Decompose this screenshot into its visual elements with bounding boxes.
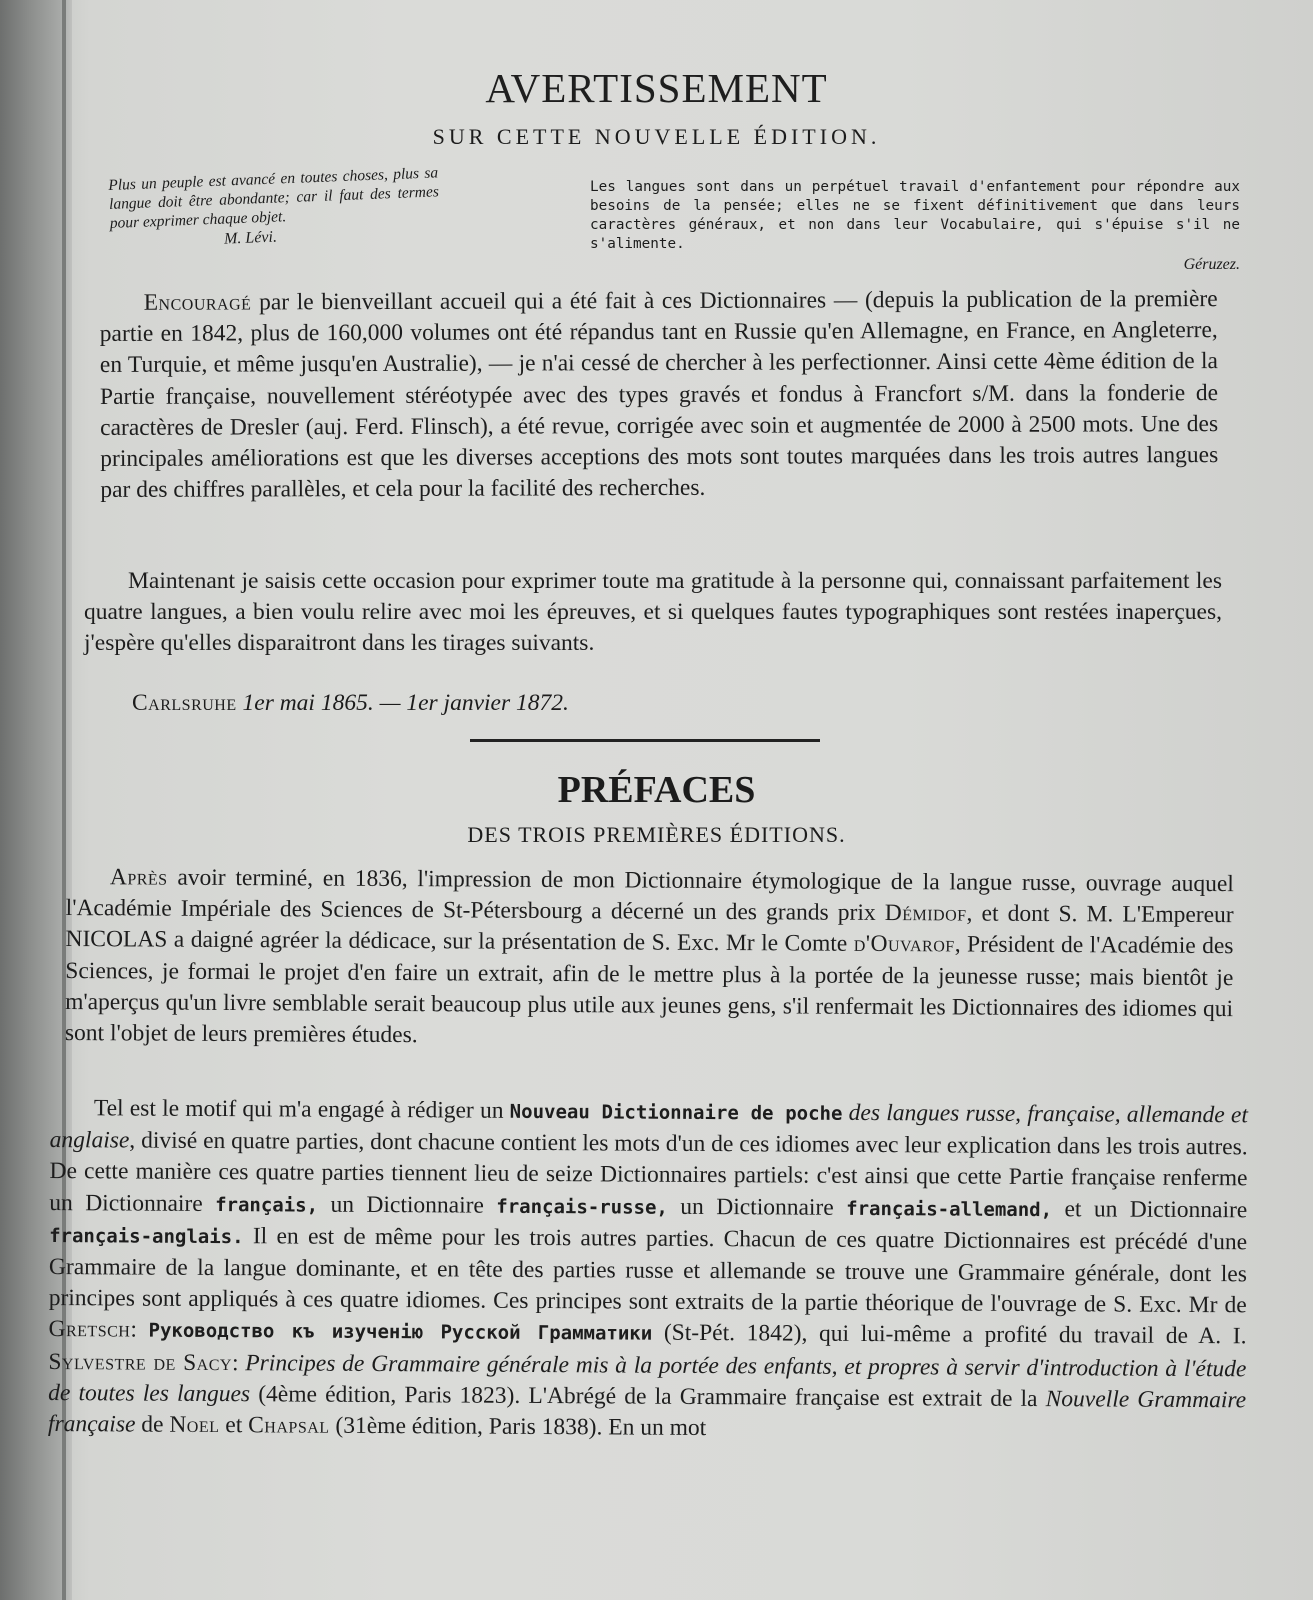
text-run-italic: Principes de Grammaire générale mis à la portée des enfants, et propres à servir d'introduction à l'étude de toutes les langues — [48, 1349, 1247, 1408]
avertissement-subtitle: SUR CETTE NOUVELLE ÉDITION. — [432, 124, 881, 149]
term-bold: français-allemand, — [846, 1197, 1053, 1221]
text-run-italic: Nouvelle Grammaire française — [47, 1385, 1247, 1438]
text-run: avoir terminé, en 1836, l'impression de mon Dictionnaire étymologique de la langue russe, ouvrage auquel l'Académie Impériale des Sciences de St-Pétersbourg a décerné un des grands prix — [65, 864, 1234, 927]
name-ouvarof: d'Ouvarof — [853, 931, 955, 958]
name-noel: Noel — [169, 1411, 220, 1439]
text-run: et un Dictionnaire — [1051, 1195, 1248, 1223]
name-gretsch: Gretsch — [48, 1316, 131, 1343]
avertissement-title: AVERTISSEMENT — [485, 65, 828, 111]
dateline — [132, 690, 569, 717]
text-run: un Dictionnaire — [318, 1191, 497, 1219]
text-run: : — [130, 1316, 149, 1344]
epigraph-right-author: Géruzez. — [1183, 256, 1240, 273]
epigraph-left-text: Plus un peuple est avancé en toutes choses, plus sa langue doit être abondante; car il faut des termes pour exprimer chaque objet. — [108, 164, 440, 232]
text-run: , et dont S. M. L'Empereur NICOLAS a daigné agréer la dédicace, sur la présentation de S. Exc. Mr le Comte — [65, 900, 1234, 958]
text-run-italic: des langues russe, française, allemande et anglaise — [49, 1099, 1248, 1154]
text-run: un Dictionnaire — [667, 1193, 847, 1221]
term-bold: français-russe, — [496, 1195, 668, 1219]
name-sacy: Sylvestre de Sacy — [48, 1348, 233, 1376]
text-run: (4ème édition, Paris 1823). L'Abrégé de la Grammaire française est extrait de la — [250, 1381, 1046, 1412]
name-chapsal: Chapsal — [248, 1412, 330, 1439]
text-run: de — [135, 1411, 170, 1438]
prefaces-subtitle: DES TROIS PREMIÈRES ÉDITIONS. — [467, 822, 846, 847]
epigraph-right — [590, 178, 1240, 274]
avertissement-paragraph-2 — [84, 566, 1222, 660]
text-run: (St-Pét. 1842), qui lui-même a profité du travail de A. I. — [652, 1320, 1247, 1350]
lead-word: Encouragé — [143, 289, 252, 316]
term-bold: français-anglais. — [49, 1224, 244, 1248]
avertissement-paragraph-1 — [100, 284, 1219, 506]
name-demidof: Démidof — [884, 900, 967, 927]
paragraph-text: par le bienveillant accueil qui a été fait à ces Dictionnaires — (depuis la publication de la première partie en 1842, plus de 160,000 volumes ont été répandus tant en Russie qu'en Allemagne, en France, en Angleterre, en Turquie, et même jusqu'en Australie), — je n'ai cessé de chercher à les perfectionner. Ainsi cette 4ème édition de la Partie française, nouvellement stéréotypée avec des types gravés et fondus à Francfort s/M. dans la fonderie de caractères de Dresler (auj. Ferd. Flinsch), a été revue, corrigée avec soin et augmentée de 2000 à 2500 mots. Une des principales améliorations est que les diverses acceptions des mots sont toutes marquées dans les trois autres langues par des chiffres parallèles, et cela pour la facilité des recherches. — [99, 286, 1219, 504]
text-run: (31ème édition, Paris 1838). En un mot — [329, 1412, 707, 1442]
epigraph-left — [108, 163, 441, 253]
dateline-place: Carlsruhe — [132, 690, 237, 716]
text-run: et — [219, 1412, 249, 1439]
epigraph-right-text: Les langues sont dans un perpétuel travail d'enfantement pour répondre aux besoins de la pensée; elles ne se fixent définitivement que dans leurs caractères généraux, et non dans leur Vocabulaire, qui s'épuise s'il ne s'alimente. — [590, 179, 1240, 252]
text-run: , Président de l'Académie des Sciences, je formai le projet d'en faire un extrait, afin de le mettre plus à la portée de la jeunesse russe; mais bientôt je m'aperçus qu'un livre semblable serait beaucoup plus utile aux jeunes gens, s'il renfermait les Dictionnaires des idiomes qui sont l'objet de leurs premières études. — [64, 931, 1234, 1049]
preface-paragraph-1 — [65, 862, 1234, 1056]
lead-word: Après — [109, 864, 168, 891]
section-divider — [470, 739, 820, 742]
term-bold: français, — [215, 1193, 319, 1217]
paragraph-text: Maintenant je saisis cette occasion pour exprimer toute ma gratitude à la personne qui, connaissant parfaitement les quatre langues, a bien voulu relire avec moi les épreuves, et si quelques fautes typographiques sont restées inaperçues, j'espère qu'elles disparaitront dans les tirages suivants. — [84, 568, 1222, 657]
text-run: Tel est le motif qui m'a engagé à rédiger un — [93, 1095, 510, 1124]
dateline-dates: 1er mai 1865. — 1er janvier 1872. — [236, 690, 569, 716]
russian-title-bold: Руководство къ изученію Русской Грамматики — [148, 1320, 653, 1346]
text-run: Il en est de même pour les trois autres parties. Chacun de ces quatre Dictionnaires est précédé d'une Grammaire de la langue dominante, et en tête des parties russe et allemande se trouve une Grammaire générale, dont les principes sont appliqués à ces quatre idiomes. Ces principes sont extraits de la partie théorique de l'ouvrage de S. Exc. Mr de — [48, 1222, 1248, 1319]
preface-paragraph-2 — [48, 1093, 1248, 1448]
text-run: , divisé en quatre parties, dont chacune contient les mots d'un de ces idiomes avec leur explication dans les trois autres. De cette manière ces quatre parties tiennent lieu de seize Dictionnaires partiels: c'est ainsi que cette Partie française renferme un Dictionnaire — [49, 1127, 1248, 1217]
epigraph-left-author: M. Lévi. — [223, 228, 278, 248]
book-title-bold: Nouveau Dictionnaire de poche — [509, 1100, 843, 1125]
text-run: : — [231, 1349, 246, 1376]
prefaces-title: PRÉFACES — [557, 769, 756, 811]
